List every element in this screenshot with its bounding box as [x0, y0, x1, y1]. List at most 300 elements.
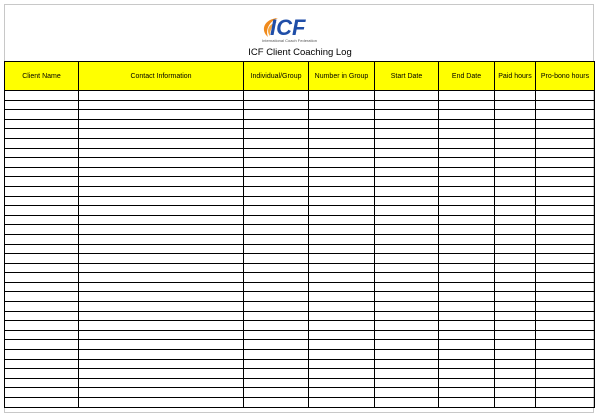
table-cell[interactable] — [495, 119, 536, 129]
table-cell[interactable] — [309, 292, 375, 302]
table-cell[interactable] — [309, 110, 375, 120]
table-row — [5, 244, 595, 254]
table-cell[interactable] — [536, 311, 595, 321]
table-cell[interactable] — [495, 340, 536, 350]
table-cell[interactable] — [5, 311, 79, 321]
table-row — [5, 186, 595, 196]
table-cell[interactable] — [244, 196, 309, 206]
table-cell[interactable] — [309, 378, 375, 388]
table-cell[interactable] — [5, 129, 79, 139]
table-cell[interactable] — [244, 340, 309, 350]
table-cell[interactable] — [309, 302, 375, 312]
table-cell[interactable] — [244, 110, 309, 120]
table-cell[interactable] — [309, 330, 375, 340]
table-cell[interactable] — [536, 254, 595, 264]
table-cell[interactable] — [79, 148, 244, 158]
table-cell[interactable] — [495, 282, 536, 292]
table-cell[interactable] — [495, 359, 536, 369]
table-cell[interactable] — [244, 119, 309, 129]
table-cell[interactable] — [309, 91, 375, 101]
table-row — [5, 378, 595, 388]
table-cell[interactable] — [5, 177, 79, 187]
table-cell[interactable] — [79, 196, 244, 206]
table-row — [5, 311, 595, 321]
table-cell[interactable] — [309, 148, 375, 158]
table-cell[interactable] — [536, 330, 595, 340]
table-cell[interactable] — [5, 186, 79, 196]
table-cell[interactable] — [79, 330, 244, 340]
table-cell[interactable] — [5, 263, 79, 273]
table-cell[interactable] — [375, 158, 439, 168]
table-cell[interactable] — [309, 282, 375, 292]
table-cell[interactable] — [79, 206, 244, 216]
table-cell[interactable] — [536, 225, 595, 235]
table-cell[interactable] — [375, 350, 439, 360]
table-row — [5, 350, 595, 360]
table-cell[interactable] — [244, 177, 309, 187]
table-cell[interactable] — [536, 177, 595, 187]
table-cell[interactable] — [536, 282, 595, 292]
table-cell[interactable] — [375, 186, 439, 196]
table-cell[interactable] — [309, 350, 375, 360]
table-cell[interactable] — [439, 292, 495, 302]
table-cell[interactable] — [439, 388, 495, 398]
table-cell[interactable] — [79, 119, 244, 129]
table-cell[interactable] — [79, 91, 244, 101]
table-cell[interactable] — [79, 110, 244, 120]
table-cell[interactable] — [495, 148, 536, 158]
table-cell[interactable] — [495, 311, 536, 321]
table-row — [5, 359, 595, 369]
table-cell[interactable] — [244, 225, 309, 235]
table-cell[interactable] — [309, 311, 375, 321]
table-cell[interactable] — [244, 311, 309, 321]
table-cell[interactable] — [5, 119, 79, 129]
table-cell[interactable] — [375, 292, 439, 302]
table-cell[interactable] — [536, 119, 595, 129]
table-cell[interactable] — [244, 167, 309, 177]
table-cell[interactable] — [309, 369, 375, 379]
table-cell[interactable] — [79, 388, 244, 398]
table-cell[interactable] — [439, 263, 495, 273]
table-cell[interactable] — [79, 378, 244, 388]
icf-logo-graphic — [256, 12, 342, 52]
table-cell[interactable] — [309, 398, 375, 408]
table-cell[interactable] — [375, 167, 439, 177]
table-row — [5, 263, 595, 273]
table-cell[interactable] — [5, 110, 79, 120]
table-cell[interactable] — [495, 196, 536, 206]
table-cell[interactable] — [375, 91, 439, 101]
table-cell[interactable] — [536, 234, 595, 244]
table-cell[interactable] — [244, 359, 309, 369]
table-row — [5, 167, 595, 177]
table-cell[interactable] — [375, 321, 439, 331]
table-cell[interactable] — [309, 215, 375, 225]
table-cell[interactable] — [439, 398, 495, 408]
table-cell[interactable] — [244, 282, 309, 292]
table-cell[interactable] — [5, 138, 79, 148]
table-cell[interactable] — [495, 330, 536, 340]
table-cell[interactable] — [5, 292, 79, 302]
table-cell[interactable] — [375, 119, 439, 129]
table-cell[interactable] — [439, 311, 495, 321]
table-cell[interactable] — [536, 292, 595, 302]
table-cell[interactable] — [536, 378, 595, 388]
table-cell[interactable] — [536, 359, 595, 369]
table-cell[interactable] — [309, 196, 375, 206]
table-cell[interactable] — [495, 302, 536, 312]
table-cell[interactable] — [495, 378, 536, 388]
table-cell[interactable] — [536, 167, 595, 177]
table-cell[interactable] — [536, 196, 595, 206]
table-cell[interactable] — [79, 321, 244, 331]
table-cell[interactable] — [375, 215, 439, 225]
table-cell[interactable] — [495, 167, 536, 177]
table-cell[interactable] — [5, 350, 79, 360]
table-cell[interactable] — [495, 292, 536, 302]
table-cell[interactable] — [375, 148, 439, 158]
table-row — [5, 398, 595, 408]
table-cell[interactable] — [536, 369, 595, 379]
table-cell[interactable] — [5, 330, 79, 340]
table-cell[interactable] — [536, 263, 595, 273]
table-cell[interactable] — [495, 263, 536, 273]
table-cell[interactable] — [495, 215, 536, 225]
table-cell[interactable] — [79, 167, 244, 177]
table-cell[interactable] — [5, 196, 79, 206]
table-cell[interactable] — [79, 234, 244, 244]
table-cell[interactable] — [244, 100, 309, 110]
table-cell[interactable] — [5, 91, 79, 101]
table-cell[interactable] — [244, 234, 309, 244]
table-cell[interactable] — [5, 206, 79, 216]
table-cell[interactable] — [244, 350, 309, 360]
table-cell[interactable] — [495, 138, 536, 148]
table-cell[interactable] — [5, 340, 79, 350]
table-cell[interactable] — [439, 138, 495, 148]
table-cell[interactable] — [79, 225, 244, 235]
table-cell[interactable] — [375, 225, 439, 235]
table-cell[interactable] — [495, 244, 536, 254]
table-row — [5, 129, 595, 139]
table-cell[interactable] — [375, 234, 439, 244]
table-cell[interactable] — [79, 254, 244, 264]
table-row — [5, 215, 595, 225]
table-row — [5, 388, 595, 398]
table-cell[interactable] — [439, 359, 495, 369]
table-cell[interactable] — [536, 206, 595, 216]
table-cell[interactable] — [309, 119, 375, 129]
table-cell[interactable] — [79, 138, 244, 148]
column-header-contact-information: Contact Information — [79, 62, 244, 91]
table-cell[interactable] — [536, 186, 595, 196]
table-cell[interactable] — [375, 398, 439, 408]
table-row — [5, 196, 595, 206]
table-cell[interactable] — [495, 273, 536, 283]
table-cell[interactable] — [309, 273, 375, 283]
table-cell[interactable] — [439, 225, 495, 235]
table-cell[interactable] — [375, 330, 439, 340]
table-row — [5, 206, 595, 216]
column-header-paid-hours: Paid hours — [495, 62, 536, 91]
table-cell[interactable] — [439, 100, 495, 110]
table-cell[interactable] — [536, 398, 595, 408]
table-cell[interactable] — [244, 129, 309, 139]
column-header-client-name: Client Name — [5, 62, 79, 91]
table-cell[interactable] — [375, 254, 439, 264]
table-cell[interactable] — [244, 273, 309, 283]
table-cell[interactable] — [375, 196, 439, 206]
table-cell[interactable] — [5, 215, 79, 225]
table-cell[interactable] — [5, 398, 79, 408]
table-cell[interactable] — [244, 321, 309, 331]
table-cell[interactable] — [244, 398, 309, 408]
table-cell[interactable] — [495, 186, 536, 196]
table-cell[interactable] — [5, 234, 79, 244]
table-cell[interactable] — [439, 244, 495, 254]
table-cell[interactable] — [536, 148, 595, 158]
table-cell[interactable] — [536, 91, 595, 101]
table-cell[interactable] — [375, 244, 439, 254]
table-cell[interactable] — [536, 110, 595, 120]
table-cell[interactable] — [244, 148, 309, 158]
table-cell[interactable] — [5, 244, 79, 254]
table-cell[interactable] — [495, 100, 536, 110]
table-cell[interactable] — [375, 388, 439, 398]
table-cell[interactable] — [536, 340, 595, 350]
table-cell[interactable] — [495, 398, 536, 408]
table-cell[interactable] — [375, 100, 439, 110]
table-cell[interactable] — [536, 302, 595, 312]
table-cell[interactable] — [79, 177, 244, 187]
table-cell[interactable] — [5, 100, 79, 110]
table-cell[interactable] — [375, 138, 439, 148]
table-row — [5, 177, 595, 187]
table-cell[interactable] — [495, 110, 536, 120]
table-row — [5, 330, 595, 340]
table-cell[interactable] — [79, 263, 244, 273]
table-cell[interactable] — [5, 282, 79, 292]
table-cell[interactable] — [309, 340, 375, 350]
table-cell[interactable] — [79, 158, 244, 168]
table-cell[interactable] — [244, 330, 309, 340]
table-cell[interactable] — [79, 244, 244, 254]
table-cell[interactable] — [79, 292, 244, 302]
table-cell[interactable] — [244, 263, 309, 273]
table-cell[interactable] — [375, 110, 439, 120]
table-cell[interactable] — [244, 206, 309, 216]
table-cell[interactable] — [244, 378, 309, 388]
table-cell[interactable] — [79, 282, 244, 292]
table-cell[interactable] — [439, 158, 495, 168]
table-cell[interactable] — [536, 273, 595, 283]
table-cell[interactable] — [309, 177, 375, 187]
table-cell[interactable] — [439, 273, 495, 283]
table-cell[interactable] — [375, 129, 439, 139]
table-cell[interactable] — [439, 340, 495, 350]
table-cell[interactable] — [375, 359, 439, 369]
table-cell[interactable] — [495, 206, 536, 216]
table-cell[interactable] — [439, 321, 495, 331]
table-cell[interactable] — [495, 254, 536, 264]
table-cell[interactable] — [439, 148, 495, 158]
table-cell[interactable] — [5, 369, 79, 379]
table-cell[interactable] — [495, 388, 536, 398]
table-cell[interactable] — [439, 196, 495, 206]
table-cell[interactable] — [309, 158, 375, 168]
table-cell[interactable] — [79, 302, 244, 312]
table-cell[interactable] — [5, 167, 79, 177]
table-cell[interactable] — [536, 321, 595, 331]
table-cell[interactable] — [79, 186, 244, 196]
table-cell[interactable] — [439, 206, 495, 216]
table-cell[interactable] — [375, 273, 439, 283]
table-cell[interactable] — [244, 186, 309, 196]
table-cell[interactable] — [309, 167, 375, 177]
table-cell[interactable] — [495, 369, 536, 379]
table-cell[interactable] — [79, 311, 244, 321]
table-cell[interactable] — [79, 273, 244, 283]
table-cell[interactable] — [536, 350, 595, 360]
table-cell[interactable] — [309, 244, 375, 254]
table-cell[interactable] — [439, 350, 495, 360]
column-header-pro-bono-hours: Pro-bono hours — [536, 62, 595, 91]
table-row — [5, 225, 595, 235]
table-cell[interactable] — [244, 215, 309, 225]
table-cell[interactable] — [439, 282, 495, 292]
table-cell[interactable] — [5, 273, 79, 283]
table-cell[interactable] — [495, 350, 536, 360]
table-cell[interactable] — [79, 350, 244, 360]
table-cell[interactable] — [5, 148, 79, 158]
table-cell[interactable] — [536, 215, 595, 225]
coaching-log-table — [4, 61, 595, 408]
table-cell[interactable] — [309, 225, 375, 235]
table-cell[interactable] — [244, 254, 309, 264]
table-cell[interactable] — [5, 321, 79, 331]
table-cell[interactable] — [5, 225, 79, 235]
table-row — [5, 369, 595, 379]
table-cell[interactable] — [375, 369, 439, 379]
table-cell[interactable] — [439, 119, 495, 129]
table-row — [5, 302, 595, 312]
table-cell[interactable] — [244, 369, 309, 379]
table-cell[interactable] — [439, 369, 495, 379]
table-cell[interactable] — [375, 282, 439, 292]
table-cell[interactable] — [439, 177, 495, 187]
table-cell[interactable] — [5, 388, 79, 398]
table-cell[interactable] — [309, 206, 375, 216]
table-cell[interactable] — [375, 302, 439, 312]
document-title: ICF Client Coaching Log — [248, 47, 352, 58]
table-cell[interactable] — [439, 215, 495, 225]
table-cell[interactable] — [244, 91, 309, 101]
table-row — [5, 110, 595, 120]
table-cell[interactable] — [244, 388, 309, 398]
table-cell[interactable] — [439, 91, 495, 101]
table-cell[interactable] — [439, 254, 495, 264]
table-row — [5, 119, 595, 129]
table-cell[interactable] — [495, 177, 536, 187]
table-cell[interactable] — [5, 254, 79, 264]
table-cell[interactable] — [375, 340, 439, 350]
table-cell[interactable] — [536, 138, 595, 148]
table-cell[interactable] — [495, 225, 536, 235]
table-cell[interactable] — [375, 378, 439, 388]
table-row — [5, 148, 595, 158]
table-cell[interactable] — [309, 234, 375, 244]
table-cell[interactable] — [375, 206, 439, 216]
table-cell[interactable] — [79, 215, 244, 225]
icf-logo — [256, 12, 342, 52]
table-cell[interactable] — [79, 398, 244, 408]
table-cell[interactable] — [244, 302, 309, 312]
table-cell[interactable] — [439, 129, 495, 139]
table-cell[interactable] — [309, 100, 375, 110]
table-row — [5, 273, 595, 283]
table-cell[interactable] — [79, 369, 244, 379]
table-cell[interactable] — [244, 292, 309, 302]
table-cell[interactable] — [536, 158, 595, 168]
table-cell[interactable] — [309, 129, 375, 139]
table-cell[interactable] — [439, 330, 495, 340]
table-cell[interactable] — [495, 321, 536, 331]
table-cell[interactable] — [375, 177, 439, 187]
table-cell[interactable] — [536, 244, 595, 254]
table-row — [5, 158, 595, 168]
table-cell[interactable] — [439, 167, 495, 177]
table-cell[interactable] — [439, 378, 495, 388]
table-cell[interactable] — [309, 186, 375, 196]
table-cell[interactable] — [536, 388, 595, 398]
table-row — [5, 138, 595, 148]
table-cell[interactable] — [5, 158, 79, 168]
table-cell[interactable] — [309, 321, 375, 331]
table-cell[interactable] — [309, 138, 375, 148]
log-body — [5, 91, 595, 408]
svg-text:ICF: ICF — [270, 15, 306, 40]
table-cell[interactable] — [439, 110, 495, 120]
table-cell[interactable] — [375, 311, 439, 321]
table-cell[interactable] — [5, 302, 79, 312]
table-cell[interactable] — [309, 359, 375, 369]
table-cell[interactable] — [79, 100, 244, 110]
table-cell[interactable] — [244, 158, 309, 168]
table-cell[interactable] — [375, 263, 439, 273]
table-cell[interactable] — [79, 129, 244, 139]
table-cell[interactable] — [495, 158, 536, 168]
table-cell[interactable] — [495, 91, 536, 101]
table-cell[interactable] — [495, 129, 536, 139]
table-cell[interactable] — [439, 186, 495, 196]
table-cell[interactable] — [309, 254, 375, 264]
table-row — [5, 234, 595, 244]
table-cell[interactable] — [309, 263, 375, 273]
table-cell[interactable] — [439, 302, 495, 312]
table-cell[interactable] — [79, 340, 244, 350]
table-cell[interactable] — [439, 234, 495, 244]
table-cell[interactable] — [536, 100, 595, 110]
table-cell[interactable] — [309, 388, 375, 398]
table-cell[interactable] — [536, 129, 595, 139]
table-cell[interactable] — [244, 138, 309, 148]
table-cell[interactable] — [244, 244, 309, 254]
table-cell[interactable] — [79, 359, 244, 369]
table-cell[interactable] — [5, 378, 79, 388]
table-cell[interactable] — [495, 234, 536, 244]
table-cell[interactable] — [5, 359, 79, 369]
